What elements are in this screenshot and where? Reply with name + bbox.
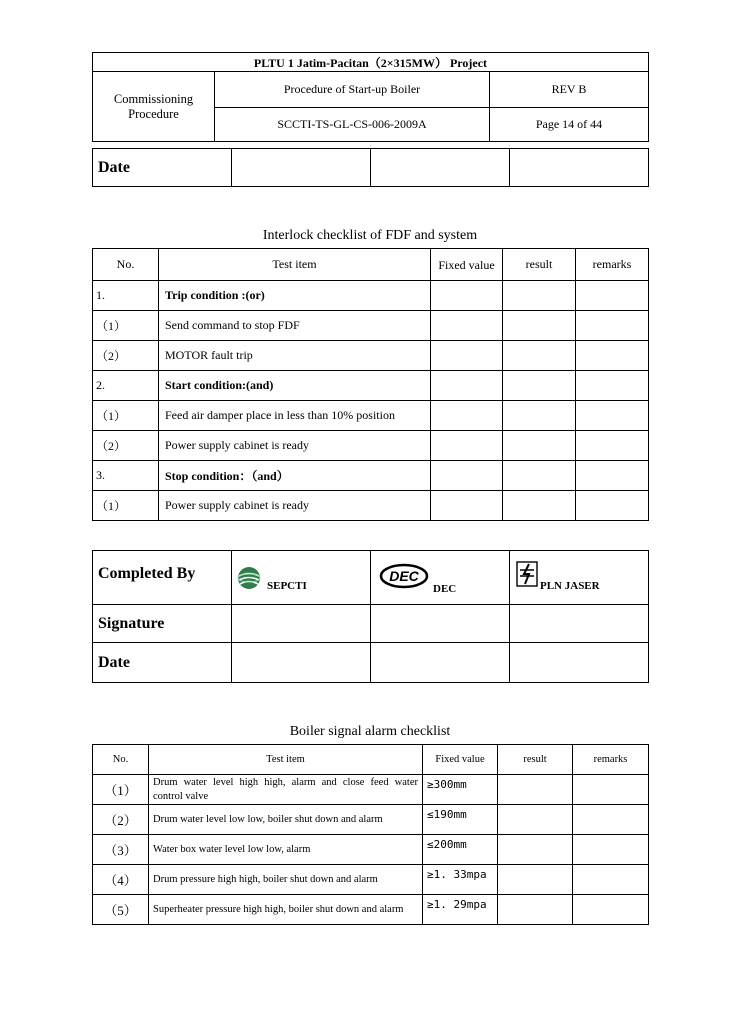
signature-cell[interactable]: [371, 605, 510, 643]
table-row: [93, 895, 649, 925]
fixed-cell[interactable]: [431, 401, 503, 431]
completed-by-label: Completed By: [93, 551, 232, 605]
dec-logo-text: DEC: [389, 568, 419, 584]
signoff-date-label: Date: [93, 643, 232, 683]
remarks-cell[interactable]: [576, 401, 649, 431]
row-no: 2.: [93, 371, 159, 401]
table-row: [93, 371, 649, 401]
col-test-item: Test item: [159, 249, 431, 281]
row-no: （1）: [93, 311, 159, 341]
row-no: （1）: [93, 401, 159, 431]
result-cell[interactable]: [503, 401, 576, 431]
row-item: Drum pressure high high, boiler shut down and alarm: [149, 865, 423, 895]
result-cell[interactable]: [498, 895, 573, 925]
row-item: Superheater pressure high high, boiler shut down and alarm: [149, 895, 423, 925]
col-no: No.: [93, 249, 159, 281]
fixed-cell[interactable]: [431, 431, 503, 461]
row-no: （2）: [93, 431, 159, 461]
table-row: [93, 311, 649, 341]
col-result: result: [503, 249, 576, 281]
row-item: Power supply cabinet is ready: [159, 431, 431, 461]
row-no: 1.: [93, 281, 159, 311]
signature-cell[interactable]: [510, 605, 649, 643]
table-row: [93, 401, 649, 431]
result-cell[interactable]: [498, 865, 573, 895]
fixed-cell[interactable]: [431, 371, 503, 401]
row-item: Send command to stop FDF: [159, 311, 431, 341]
result-cell[interactable]: [503, 371, 576, 401]
remarks-cell[interactable]: [573, 865, 649, 895]
row-no: （3）: [93, 835, 149, 865]
col-fixed-value: Fixed value: [431, 249, 503, 281]
remarks-cell[interactable]: [576, 341, 649, 371]
table-row: [93, 805, 649, 835]
document-number: SCCTI-TS-GL-CS-006-2009A: [215, 108, 490, 142]
fdf-title: Interlock checklist of FDF and system: [262, 228, 478, 243]
remarks-cell[interactable]: [573, 805, 649, 835]
row-no: 3.: [93, 461, 159, 491]
signoff-table: [92, 550, 649, 683]
row-no: （5）: [93, 895, 149, 925]
col-result: result: [498, 745, 573, 775]
col-remarks: remarks: [576, 249, 649, 281]
date-cell[interactable]: [510, 643, 649, 683]
row-no: （2）: [93, 805, 149, 835]
row-item: Drum water level high high, alarm and close feed water control valve: [149, 775, 423, 805]
date-cell[interactable]: [510, 149, 649, 187]
date-cell[interactable]: [371, 149, 510, 187]
col-test-item: Test item: [149, 745, 423, 775]
fixed-cell[interactable]: [431, 461, 503, 491]
remarks-cell[interactable]: [576, 491, 649, 521]
signature-cell[interactable]: [232, 605, 371, 643]
remarks-cell[interactable]: [576, 431, 649, 461]
fdf-table: [92, 248, 649, 521]
fixed-cell[interactable]: [431, 281, 503, 311]
pln-logo-icon: [516, 561, 538, 587]
remarks-cell[interactable]: [573, 775, 649, 805]
row-fixed: ≥1. 33mpa: [423, 865, 498, 895]
revision: REV B: [490, 72, 649, 108]
doc-type: Commissioning Procedure: [93, 72, 215, 142]
signature-label: Signature: [93, 605, 232, 643]
date-table: [92, 148, 649, 187]
table-row: [93, 775, 649, 805]
fixed-cell[interactable]: [431, 341, 503, 371]
fixed-cell[interactable]: [431, 311, 503, 341]
sepcti-name: SEPCTI: [267, 580, 307, 592]
table-row: [93, 341, 649, 371]
row-fixed: ≥300mm: [423, 775, 498, 805]
row-item: Water box water level low low, alarm: [149, 835, 423, 865]
row-no: （4）: [93, 865, 149, 895]
remarks-cell[interactable]: [573, 835, 649, 865]
row-item: Start condition:(and): [159, 371, 431, 401]
date-cell[interactable]: [232, 149, 371, 187]
row-fixed: ≥1. 29mpa: [423, 895, 498, 925]
remarks-cell[interactable]: [576, 311, 649, 341]
date-cell[interactable]: [371, 643, 510, 683]
row-fixed: ≤200mm: [423, 835, 498, 865]
result-cell[interactable]: [498, 805, 573, 835]
table-row: [93, 281, 649, 311]
remarks-cell[interactable]: [573, 895, 649, 925]
result-cell[interactable]: [498, 835, 573, 865]
table-row: [93, 461, 649, 491]
result-cell[interactable]: [498, 775, 573, 805]
row-item: Feed air damper place in less than 10% position: [159, 401, 431, 431]
table-header-row: [93, 745, 649, 775]
table-row: [93, 865, 649, 895]
result-cell[interactable]: [503, 431, 576, 461]
fixed-cell[interactable]: [431, 491, 503, 521]
header-table: [92, 52, 649, 142]
result-cell[interactable]: [503, 491, 576, 521]
result-cell[interactable]: [503, 311, 576, 341]
col-fixed-value: Fixed value: [423, 745, 498, 775]
pln-cell: [510, 551, 649, 605]
row-fixed: ≤190mm: [423, 805, 498, 835]
row-item: MOTOR fault trip: [159, 341, 431, 371]
table-row: [93, 835, 649, 865]
table-row: [93, 491, 649, 521]
row-no: （1）: [93, 491, 159, 521]
alarm-title: Boiler signal alarm checklist: [289, 724, 451, 739]
remarks-cell[interactable]: [576, 281, 649, 311]
row-item: Trip condition :(or): [159, 281, 431, 311]
table-header-row: [93, 249, 649, 281]
procedure-name: Procedure of Start-up Boiler: [215, 72, 490, 108]
col-remarks: remarks: [573, 745, 649, 775]
sepcti-cell: [232, 551, 371, 605]
pln-name: PLN JASER: [540, 580, 600, 592]
date-cell[interactable]: [232, 643, 371, 683]
row-no: （1）: [93, 775, 149, 805]
row-item: Power supply cabinet is ready: [159, 491, 431, 521]
sepcti-logo-icon: [236, 565, 262, 591]
date-label: Date: [93, 149, 232, 187]
page-number: Page 14 of 44: [490, 108, 649, 142]
remarks-cell[interactable]: [576, 371, 649, 401]
alarm-table: [92, 744, 649, 925]
result-cell[interactable]: [503, 341, 576, 371]
row-item: Stop condition：（and）: [159, 461, 431, 491]
dec-cell: [371, 551, 510, 605]
result-cell[interactable]: [503, 461, 576, 491]
table-row: [93, 431, 649, 461]
row-no: （2）: [93, 341, 159, 371]
remarks-cell[interactable]: [576, 461, 649, 491]
row-item: Drum water level low low, boiler shut down and alarm: [149, 805, 423, 835]
dec-name: DEC: [433, 583, 457, 595]
dec-logo-icon: [379, 563, 429, 589]
project-title: PLTU 1 Jatim-Pacitan（2×315MW） Project: [93, 53, 649, 72]
result-cell[interactable]: [503, 281, 576, 311]
col-no: No.: [93, 745, 149, 775]
